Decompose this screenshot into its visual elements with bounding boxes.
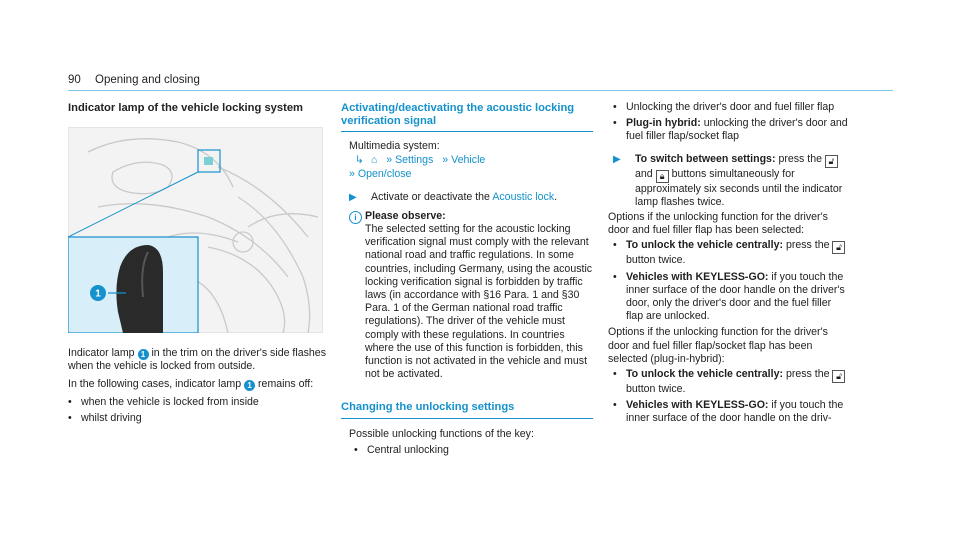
unlock-text-a: press the (785, 239, 830, 252)
plug-in-hybrid-text: unlocking the driver's door and fuel filler flap/socket flap (626, 117, 848, 143)
list-item (613, 271, 848, 324)
keyless-text: if you touch the inner surface of the door handle on the driver's door, only the driver's door and the fuel filler flap are unlocked. (626, 270, 845, 323)
note-block (349, 210, 593, 382)
step-text: Activate or deactivate the (371, 190, 490, 203)
unlock-text-b: button twice. (626, 383, 686, 396)
nav-vehicle: Vehicle (451, 154, 486, 167)
unlock-label: To unlock the vehicle centrally: (626, 368, 783, 381)
note-text: The selected setting for the acoustic locking verification signal must comply with the relevant national road and traffic regulations. In some countries, including Germany, using the acoustic locking verification signal is forbidden by traffic laws (in accordance with §16 Para. 1 and §30 Para. 1 of the German national road traffic regulations). The driver of the vehicle must comply with these regulations. In countries where the use of this function is forbidden, this function is not activated in the vehicle and must not be activated. (365, 223, 593, 381)
switch-text-b: and (635, 167, 653, 180)
middle-column (341, 102, 593, 460)
unlocking-intro (341, 428, 593, 457)
list-item: • Unlocking the driver's door and fuel filler flap (613, 101, 848, 114)
list-item (613, 399, 848, 425)
section-title: Opening and closing (95, 74, 200, 86)
activate-step (349, 191, 593, 204)
para2-start: In the following cases, indicator lamp (68, 378, 242, 391)
left-heading: Indicator lamp of the vehicle locking system (68, 102, 304, 114)
step-arrow-icon: ▶ (613, 153, 621, 165)
header-rule (68, 90, 893, 91)
keyless-label: Vehicles with KEYLESS-GO: (626, 270, 769, 283)
list-item (613, 368, 848, 396)
para2-end: remains off: (258, 378, 314, 391)
home-icon: ⌂ (370, 154, 378, 167)
chevron-right-icon: » (442, 154, 449, 167)
unlock-text-a: press the (785, 368, 830, 381)
chevron-right-icon: » (386, 154, 393, 167)
nav-path (341, 140, 593, 381)
callout-1-icon: 1 (244, 380, 255, 391)
switch-step (613, 153, 848, 209)
left-column (68, 102, 326, 115)
nav-open-close: Open/close (357, 168, 412, 181)
left-text (68, 347, 326, 428)
switch-label: To switch between settings: (635, 152, 776, 165)
switch-text-a: press the (778, 152, 823, 165)
unlock-key-icon: 🔓︎ (825, 155, 838, 168)
heading-rule (341, 131, 593, 132)
keyless-label: Vehicles with KEYLESS-GO: (626, 399, 769, 412)
page-number: 90 (68, 74, 81, 86)
car-interior-illustration (68, 127, 323, 333)
unlock-text-b: button twice. (626, 254, 686, 267)
possible-text: Possible unlocking functions of the key: (349, 427, 534, 440)
switch-text-c: buttons simultaneously for approximately six seconds until the indicator lamp flashes twice. (635, 167, 843, 208)
step-end: . (554, 190, 558, 203)
list-item (613, 117, 848, 143)
right-column (608, 101, 848, 429)
para1-end: in the trim on the driver's side flashes when the vehicle is locked from outside. (68, 347, 326, 373)
acoustic-lock-link: Acoustic lock (492, 190, 555, 203)
list-item (613, 239, 848, 267)
multimedia-label: Multimedia system: (349, 140, 440, 152)
nav-line-2 (349, 168, 593, 181)
unlock-key-icon: 🔓︎ (832, 370, 845, 383)
indicator-lamp-figure (68, 127, 323, 333)
heading-rule (341, 418, 593, 419)
list-item: • whilst driving (68, 412, 326, 425)
list-item: • Central unlocking (354, 444, 593, 457)
para1-start: Indicator lamp (68, 347, 135, 359)
acoustic-heading: Activating/deactivating the acoustic locking verification signal (341, 102, 575, 127)
callout-1-icon: 1 (138, 349, 149, 360)
step-arrow-icon: ▶ (349, 191, 357, 203)
nav-line-1 (349, 154, 593, 167)
options-text-1: Options if the unlocking function for the driver's door and fuel filler flap has been selected: (608, 211, 828, 237)
info-icon: i (349, 211, 362, 224)
figure-callout-1: 1 (95, 288, 101, 300)
nav-settings: Settings (395, 154, 434, 167)
keyless-text: if you touch the inner surface of the door handle on the driv- (626, 399, 844, 425)
unlock-key-icon: 🔓︎ (832, 241, 845, 254)
options-text-2: Options if the unlocking function for the driver's door and fuel filler flap/socket flap has been selected (plug-in-hybrid): (608, 326, 828, 365)
note-title: Please observe: (365, 209, 446, 222)
list-item: • when the vehicle is locked from inside (68, 396, 326, 409)
unlocking-heading: Changing the unlocking settings (341, 401, 515, 414)
return-arrow-icon: ↳ (355, 154, 364, 167)
para-cases (68, 378, 326, 391)
plug-in-hybrid-label: Plug-in hybrid: (626, 117, 701, 130)
unlock-label: To unlock the vehicle centrally: (626, 239, 783, 252)
para-indicator (68, 347, 326, 373)
lock-key-icon: 🔒︎ (656, 170, 669, 183)
chevron-right-icon: » (349, 168, 355, 181)
